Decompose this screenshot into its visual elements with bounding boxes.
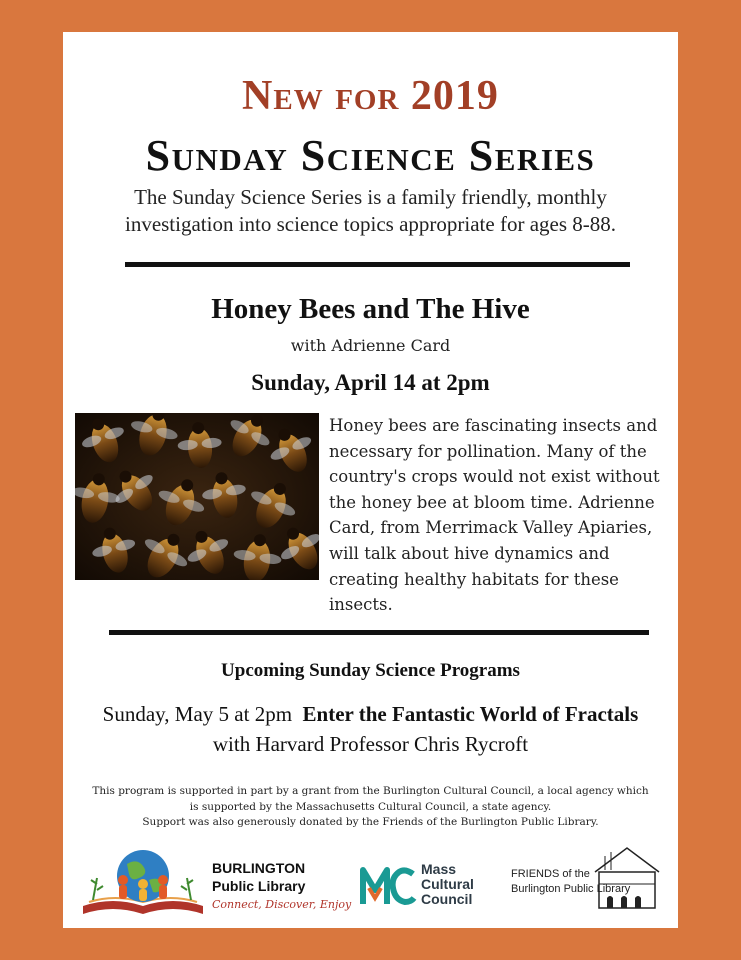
support-line: This program is supported in part by a grant from the Burlington Cultural Council, a local agency which — [92, 785, 649, 797]
mass-cultural-council-logo — [359, 860, 489, 912]
headline: New for 2019 — [242, 73, 499, 119]
library-building-icon — [591, 844, 663, 912]
globe-book-icon — [79, 844, 207, 920]
friends-name-line: Burlington Public Library — [511, 883, 631, 895]
mcc-name-line: Cultural — [421, 876, 474, 892]
mcc-name-line: Council — [421, 891, 473, 907]
mcc-name — [421, 862, 474, 907]
support-line: Support was also generously donated by the Friends of the Burlington Public Library. — [142, 816, 599, 828]
upcoming-date: Sunday, May 5 at 2pm — [102, 702, 293, 726]
divider — [125, 262, 630, 267]
series-title: Sunday Science Series — [145, 131, 596, 180]
intro-line: The Sunday Science Series is a family friendly, monthly — [134, 185, 607, 209]
divider — [109, 630, 649, 635]
burlington-library-logo — [79, 844, 352, 920]
bees-illustration — [75, 413, 319, 580]
friends-library-logo — [507, 844, 667, 914]
event-date: Sunday, April 14 at 2pm — [251, 370, 490, 395]
upcoming-program-title: Enter the Fantastic World of Fractals — [302, 702, 639, 726]
bpl-tagline: Connect, Discover, Enjoy — [212, 898, 352, 911]
upcoming-program — [63, 700, 678, 728]
description-line: the honey bee at bloom time. Adrienne — [329, 492, 655, 512]
mcc-name-line: Mass — [421, 861, 457, 877]
description-line: creating healthy habitats for these — [329, 569, 619, 589]
event-title: Honey Bees and The Hive — [211, 293, 530, 325]
upcoming-heading: Upcoming Sunday Science Programs — [221, 660, 520, 681]
honey-bees-photo — [75, 413, 319, 580]
bpl-name-line: Public Library — [212, 878, 306, 894]
mc-monogram-icon — [359, 864, 417, 908]
intro-line: investigation into science topics appropriate for ages 8-88. — [124, 212, 617, 236]
support-note — [63, 784, 678, 831]
description-line: will talk about hive dynamics and — [329, 543, 610, 563]
flyer-page — [63, 32, 678, 928]
event-presenter: with Adrienne Card — [290, 336, 451, 355]
description-line: country's crops would not exist without — [329, 467, 660, 487]
support-line: is supported by the Massachusetts Cultural Council, a state agency. — [189, 800, 552, 813]
upcoming-presenter: with Harvard Professor Chris Rycroft — [212, 732, 529, 756]
description-line: Card, from Merrimack Valley Apiaries, — [329, 518, 653, 538]
description-line: necessary for pollination. Many of the — [329, 441, 647, 461]
series-intro — [63, 184, 678, 238]
description-line: insects. — [329, 595, 393, 615]
description-line: Honey bees are fascinating insects and — [329, 416, 658, 435]
event-description — [329, 413, 669, 618]
friends-name-line: FRIENDS of the — [511, 868, 590, 880]
bpl-name-line: BURLINGTON — [212, 860, 306, 876]
